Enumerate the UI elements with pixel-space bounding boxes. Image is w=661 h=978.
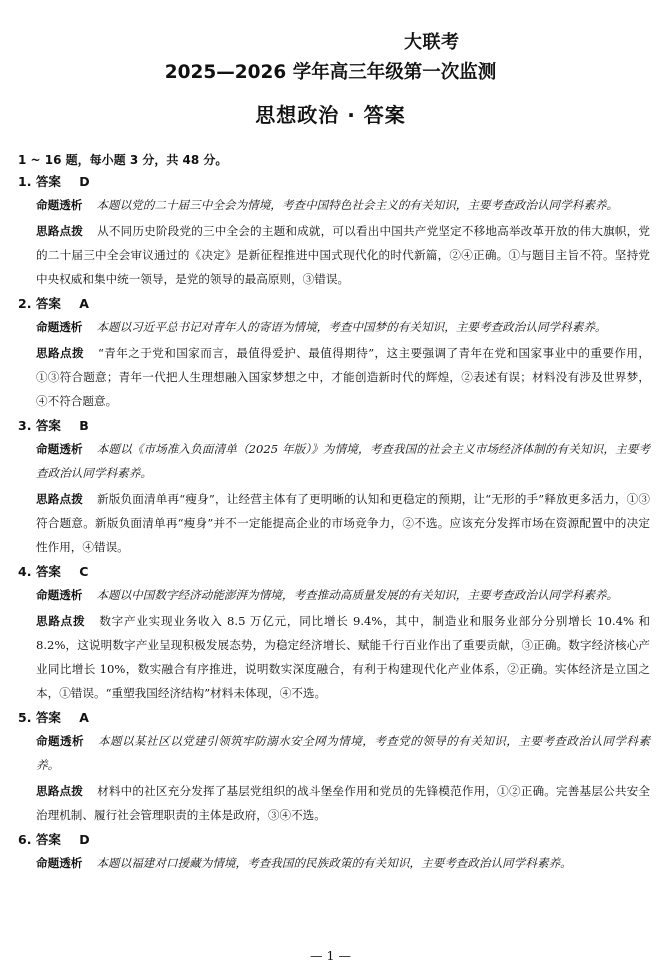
analysis-text: 本题以某社区以党建引领筑牢防溺水安全网为情境，考查党的领导的有关知识，主要考查政治认同学科素养。 [36, 734, 650, 772]
analysis-label: 命题透析 [36, 856, 83, 870]
tips-paragraph [36, 779, 650, 827]
tips-text: “青年之于党和国家而言，最值得爱护、最值得期待”，这主要强调了青年在党和国家事业中的重要作用，①③符合题意；青年一代把人生理想融入国家梦想之中，才能创造新时代的辉煌，②表述有误；材料没有涉及世界梦，④不符合题意。 [36, 346, 650, 408]
analysis-paragraph [36, 437, 650, 485]
answer-value: D [79, 174, 90, 189]
tips-label: 思路点拨 [36, 784, 84, 798]
analysis-paragraph [36, 851, 650, 875]
answer-value: C [79, 564, 89, 579]
question-header [18, 707, 650, 729]
page-title: 思想政治 · 答案 [255, 103, 406, 127]
analysis-paragraph [36, 583, 650, 607]
tips-label: 思路点拨 [36, 224, 84, 238]
tips-label: 思路点拨 [36, 492, 84, 506]
question-block [18, 293, 650, 413]
analysis-label: 命题透析 [36, 198, 83, 212]
answer-label: 答案 [35, 710, 61, 725]
question-header [18, 293, 650, 315]
analysis-text: 本题以福建对口援藏为情境，考查我国的民族政策的有关知识，主要考查政治认同学科素养。 [96, 856, 572, 870]
analysis-paragraph [36, 315, 650, 339]
tips-paragraph [36, 341, 650, 413]
question-number: 5. [18, 710, 32, 725]
answer-value: A [79, 710, 89, 725]
answer-label: 答案 [35, 296, 61, 311]
analysis-paragraph [36, 193, 650, 217]
question-block [18, 561, 650, 705]
question-number: 1. [18, 174, 32, 189]
section-intro: 1 ~ 16 题，每小题 3 分，共 48 分。 [18, 153, 228, 167]
question-number: 3. [18, 418, 32, 433]
question-header [18, 171, 650, 193]
question-block [18, 829, 650, 875]
answer-value: A [79, 296, 89, 311]
tips-text: 从不同历史阶段党的三中全会的主题和成就，可以看出中国共产党坚定不移地高举改革开放的伟大旗帜，党的二十届三中全会审议通过的《决定》是新征程推进中国式现代化的时代新篇，②④正确。①与题目主旨不符。坚持党中央权威和集中统一领导，是党的领导的最高原则，③错误。 [36, 224, 650, 286]
tips-paragraph [36, 609, 650, 705]
tips-text: 数字产业实现业务收入 8.5 万亿元，同比增长 9.4%，其中，制造业和服务业部分分别增长 10.4% 和 8.2%，这说明数字产业呈现积极发展态势，为稳定经济增长、赋能千行百业作出了重要贡献，③正确。数字经济核心产业同比增长 10%，数实融合有序推进，说明数实深度融合，有利于构建现代化产业体系，②正确。实体经济是立国之本，①错误。“重塑我国经济结构”材料未体现，④不选。 [36, 614, 650, 700]
answer-label: 答案 [35, 418, 61, 433]
analysis-label: 命题透析 [36, 320, 83, 334]
tips-text: 新版负面清单再“瘦身”，让经营主体有了更明晰的认知和更稳定的预期，让“无形的手”释放更多活力，①③符合题意。新版负面清单再“瘦身”并不一定能提高企业的市场竞争力，②不选。应该充分发挥市场在资源配置中的决定性作用，④错误。 [36, 492, 650, 554]
answer-label: 答案 [35, 832, 61, 847]
analysis-text: 本题以党的二十届三中全会为情境，考查中国特色社会主义的有关知识，主要考查政治认同学科素养。 [96, 198, 619, 212]
answer-value: D [79, 832, 90, 847]
tips-text: 材料中的社区充分发挥了基层党组织的战斗堡垒作用和党员的先锋模范作用，①②正确。完善基层公共安全治理机制、履行社会管理职责的主体是政府，③④不选。 [36, 784, 650, 822]
tips-paragraph [36, 219, 650, 291]
question-header [18, 561, 650, 583]
analysis-text: 本题以习近平总书记对青年人的寄语为情境，考查中国梦的有关知识，主要考查政治认同学科素养。 [96, 320, 607, 334]
exam-title: 2025—2026 学年高三年级第一次监测 [164, 62, 497, 83]
question-header [18, 415, 650, 437]
answer-content [18, 149, 650, 877]
question-number: 6. [18, 832, 32, 847]
answer-value: B [79, 418, 89, 433]
question-block [18, 707, 650, 827]
brand-name: 大联考 [404, 32, 460, 53]
analysis-label: 命题透析 [36, 588, 83, 602]
question-block [18, 415, 650, 559]
page-number: — 1 — [310, 948, 351, 963]
question-number: 4. [18, 564, 32, 579]
tips-label: 思路点拨 [36, 614, 86, 628]
analysis-paragraph [36, 729, 650, 777]
question-number: 2. [18, 296, 32, 311]
analysis-label: 命题透析 [36, 734, 85, 748]
answer-label: 答案 [35, 174, 61, 189]
analysis-label: 命题透析 [36, 442, 83, 456]
analysis-text: 本题以《市场准入负面清单（2025 年版）》为情境，考查我国的社会主义市场经济体制的有关知识，主要考查政治认同学科素养。 [36, 442, 650, 480]
analysis-text: 本题以中国数字经济动能澎湃为情境，考查推动高质量发展的有关知识，主要考查政治认同学科素养。 [96, 588, 619, 602]
tips-paragraph [36, 487, 650, 559]
tips-label: 思路点拨 [36, 346, 84, 360]
answer-label: 答案 [35, 564, 61, 579]
question-block [18, 171, 650, 291]
question-header [18, 829, 650, 851]
